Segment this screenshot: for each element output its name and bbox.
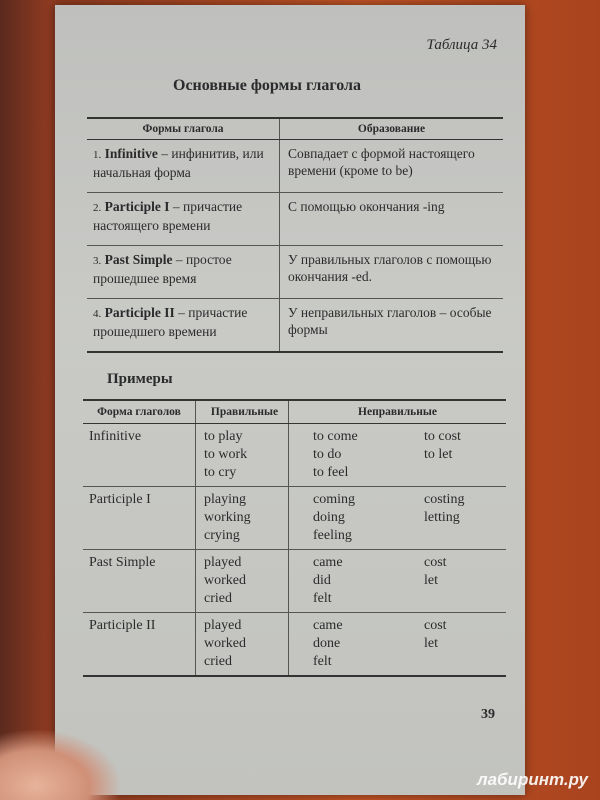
form-term: Participle I	[104, 199, 170, 214]
form-description: – простое прошедшее время	[93, 252, 232, 286]
regular-cell	[196, 613, 289, 677]
running-head: Таблица 34	[426, 37, 497, 53]
header-verb-form: Форма глаголов	[83, 400, 196, 424]
list-item: working	[204, 510, 251, 525]
list-item: felt	[313, 591, 332, 606]
watermark-logo: лабиринт.ру	[477, 770, 588, 789]
list-item: felt	[313, 654, 332, 669]
irregular-cell	[289, 487, 415, 550]
list-item: cried	[204, 654, 232, 669]
list-item: let	[424, 636, 438, 651]
formation-cell: У неправильных глаголов – особые формы	[280, 299, 504, 353]
regular-cell	[196, 487, 289, 550]
table-row	[83, 487, 506, 550]
page-number: 39	[481, 707, 495, 722]
list-item: let	[424, 573, 438, 588]
list-item: to let	[424, 447, 453, 462]
form-description: – инфинитив, или начальная форма	[93, 146, 264, 180]
table-row	[87, 140, 503, 193]
header-regular: Правильные	[196, 400, 289, 424]
verb-form-cell	[87, 246, 280, 299]
examples-heading: Примеры	[107, 371, 173, 387]
list-item: worked	[204, 636, 246, 651]
table-row	[87, 193, 503, 246]
list-item: cost	[424, 618, 447, 633]
list-item: feeling	[313, 528, 352, 543]
irregular-cell	[289, 550, 415, 613]
book-page	[55, 5, 525, 795]
list-item: came	[313, 555, 343, 570]
verb-form-cell	[87, 140, 280, 193]
formation-cell: Совпадает с формой настоящего времени (кроме to be)	[280, 140, 504, 193]
header-verb-forms: Формы глагола	[87, 118, 280, 140]
regular-cell	[196, 550, 289, 613]
list-item: coming	[313, 492, 355, 507]
row-number: 3.	[93, 255, 102, 267]
list-item: cost	[424, 555, 447, 570]
list-item: doing	[313, 510, 345, 525]
list-item: to come	[313, 429, 358, 444]
finger-photo-artifact	[0, 730, 120, 800]
form-term: Participle II	[104, 305, 175, 320]
list-item: to cost	[424, 429, 461, 444]
page-title: Основные формы глагола	[173, 77, 361, 94]
header-formation: Образование	[280, 118, 504, 140]
list-item: to work	[204, 447, 248, 462]
row-number: 2.	[93, 202, 102, 214]
irregular-cell	[289, 613, 415, 677]
form-term: Past Simple	[104, 252, 173, 267]
table-row	[87, 246, 503, 299]
table-row	[83, 613, 506, 677]
list-item: letting	[424, 510, 460, 525]
irregular-cell	[414, 487, 506, 550]
form-term: Infinitive	[104, 146, 158, 161]
formation-cell: С помощью окончания -ing	[280, 193, 504, 246]
row-number: 4.	[93, 308, 102, 320]
form-name-cell: Participle II	[83, 613, 196, 677]
form-name-cell: Past Simple	[83, 550, 196, 613]
form-description: – причастие настоящего времени	[93, 199, 243, 233]
form-description: – причастие прошедшего времени	[93, 305, 248, 339]
irregular-cell	[289, 424, 415, 487]
list-item: to feel	[313, 465, 349, 480]
form-name-cell: Participle I	[83, 487, 196, 550]
list-item: played	[204, 618, 242, 633]
list-item: playing	[204, 492, 246, 507]
verb-form-cell	[87, 193, 280, 246]
list-item: to cry	[204, 465, 237, 480]
list-item: worked	[204, 573, 246, 588]
list-item: done	[313, 636, 341, 651]
verb-form-cell	[87, 299, 280, 353]
irregular-cell	[414, 550, 506, 613]
list-item: to play	[204, 429, 243, 444]
table-row	[83, 550, 506, 613]
regular-cell	[196, 424, 289, 487]
list-item: costing	[424, 492, 465, 507]
row-number: 1.	[93, 149, 102, 161]
examples-table	[83, 399, 506, 677]
table-row	[87, 299, 503, 353]
list-item: cried	[204, 591, 232, 606]
irregular-cell	[414, 424, 506, 487]
irregular-cell	[414, 613, 506, 677]
table-row	[83, 424, 506, 487]
list-item: came	[313, 618, 343, 633]
list-item: did	[313, 573, 331, 588]
list-item: to do	[313, 447, 342, 462]
list-item: played	[204, 555, 242, 570]
verb-forms-table	[87, 117, 503, 353]
form-name-cell: Infinitive	[83, 424, 196, 487]
formation-cell: У правильных глаголов с помощью окончания -ed.	[280, 246, 504, 299]
list-item: crying	[204, 528, 240, 543]
header-irregular: Неправильные	[289, 400, 507, 424]
